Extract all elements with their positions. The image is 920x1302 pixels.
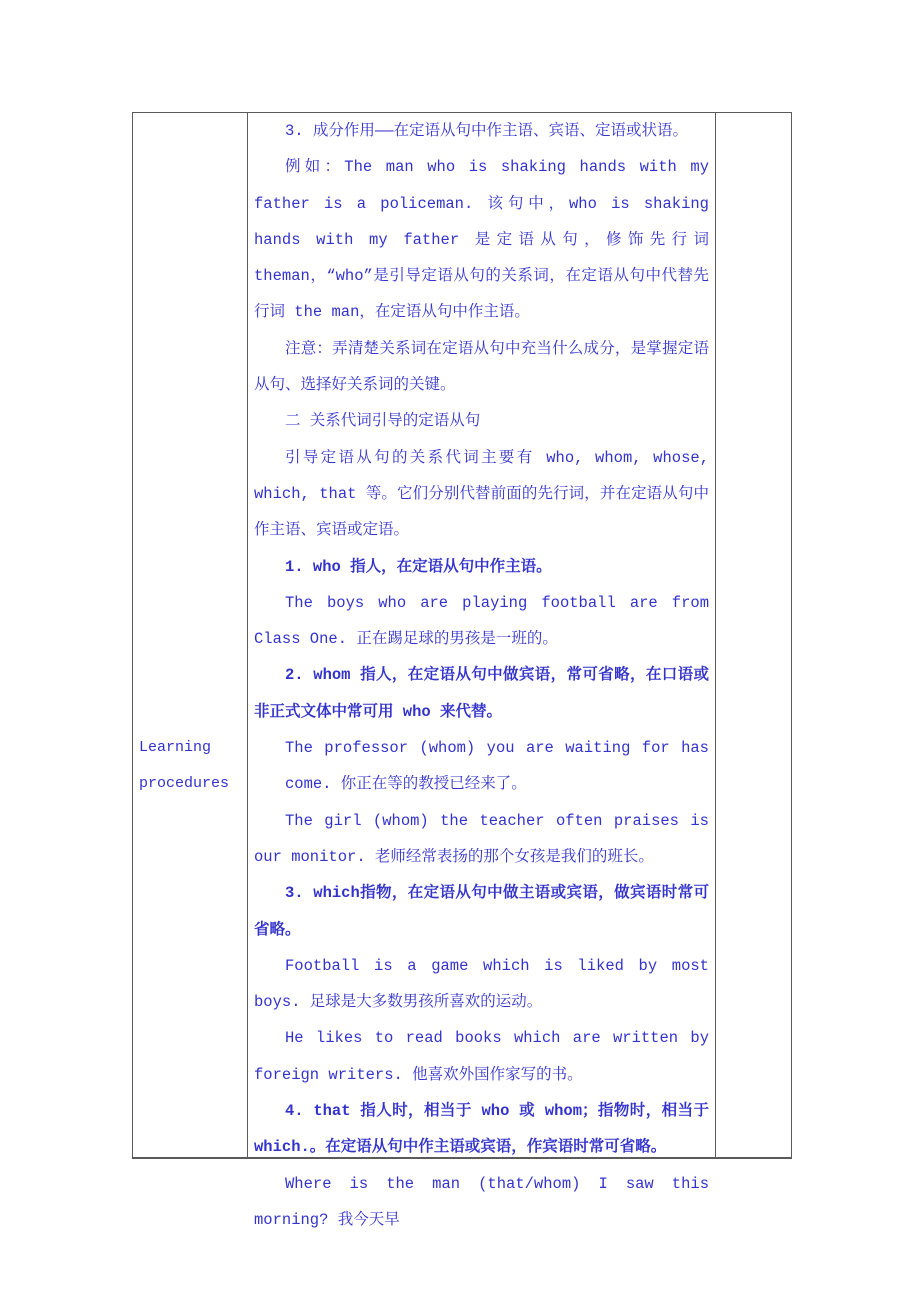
paragraph: 引导定语从句的关系代词主要有 who, whom, whose, which, that 等。它们分别代替前面的先行词，并在定语从句中作主语、宾语或定语。 xyxy=(254,448,709,540)
paragraph: 注意：弄清楚关系词在定语从句中充当什么成分，是掌握定语从句、选择好关系词的关键。 xyxy=(254,339,709,395)
table-cell-empty xyxy=(716,113,791,1157)
paragraph: 1. who 指人，在定语从句中作主语。 xyxy=(285,557,552,576)
paragraph: Where is the man (that/whom) I saw this morning? 我今天早 xyxy=(254,1174,709,1229)
paragraph: 二 关系代词引导的定语从句 xyxy=(285,412,481,431)
paragraph: 例如：The man who is shaking hands with my father is a policeman. 该句中，who is shaking hands with my father 是定语从句，修饰先行词 theman，“who”是引导定语从句的关系词，在定语从句中代替先行词 the man，在定语从句中作主语。 xyxy=(254,158,709,322)
content-paragraphs xyxy=(254,113,709,1238)
paragraph: He likes to read books which are written by foreign writers. 他喜欢外国作家写的书。 xyxy=(254,1029,709,1084)
paragraph: The boys who are playing football are from Class One. 正在踢足球的男孩是一班的。 xyxy=(254,593,709,649)
left-column-label: Learning procedures xyxy=(139,739,230,793)
paragraph: The professor (whom) you are waiting for has come. 你正在等的教授已经来了。 xyxy=(285,739,709,794)
paragraph: 3. which指物，在定语从句中做主语或宾语，做宾语时常可省略。 xyxy=(254,884,709,939)
paragraph: The girl (whom) the teacher often praises is our monitor. 老师经常表扬的那个女孩是我们的班长。 xyxy=(254,811,709,866)
paragraph: 3. 成分作用——在定语从句中作主语、宾语、定语或状语。 xyxy=(285,122,689,140)
table-cell-content xyxy=(248,113,716,1229)
lesson-plan-table xyxy=(132,112,792,1229)
paragraph: 4. that 指人时，相当于 who 或 whom；指物时，相当于 which.。在定语从句中作主语或宾语，作宾语时常可省略。 xyxy=(254,1102,709,1157)
paragraph: Football is a game which is liked by most boys. 足球是大多数男孩所喜欢的运动。 xyxy=(254,956,709,1012)
paragraph: 2. whom 指人，在定语从句中做宾语，常可省略，在口语或非正式文体中常可用 who 来代替。 xyxy=(254,666,709,721)
table-cell-learning-procedures xyxy=(133,113,248,1157)
